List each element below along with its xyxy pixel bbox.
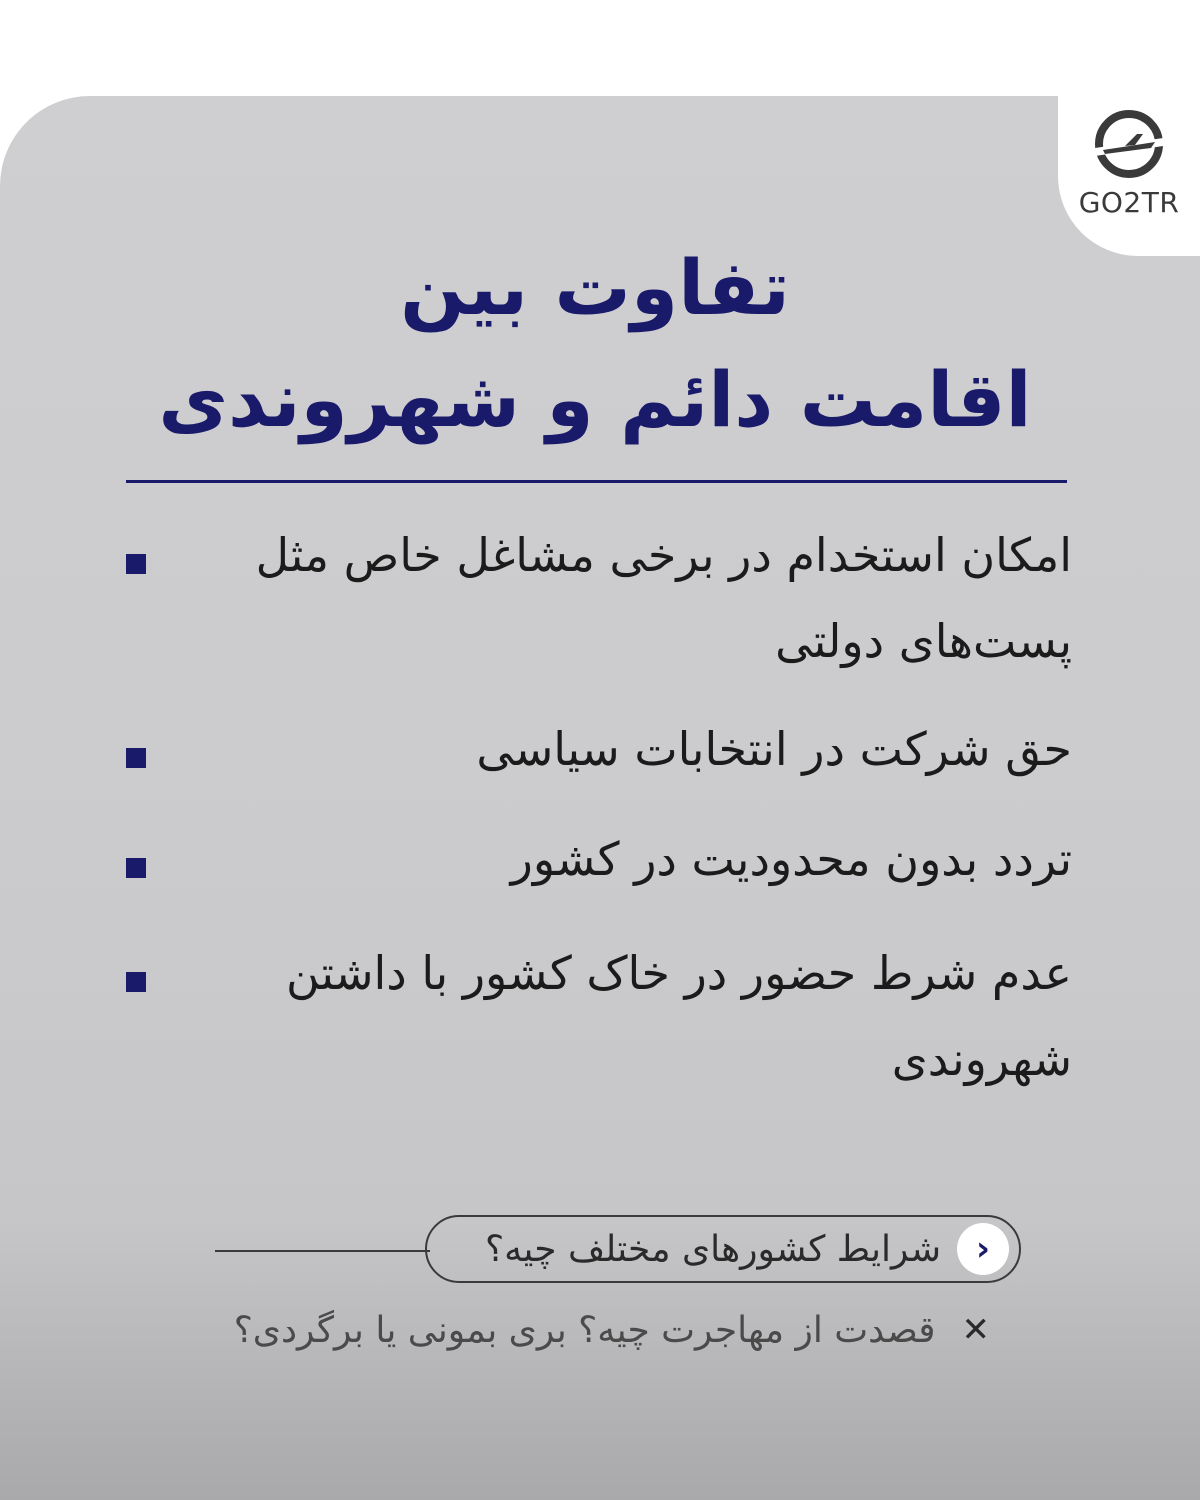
page-title-line2: اقامت دائم و شهروندی bbox=[158, 355, 1032, 444]
list-item-text: امکان استخدام در برخی مشاغل خاص مثل پست‌های دولتی bbox=[255, 528, 1072, 668]
brand-name: GO2TR bbox=[1078, 186, 1180, 219]
square-bullet-icon bbox=[126, 748, 146, 768]
list-item bbox=[126, 512, 1072, 684]
square-bullet-icon bbox=[126, 972, 146, 992]
list-item-text: تردد بدون محدودیت در کشور bbox=[510, 832, 1072, 886]
list-item bbox=[126, 706, 1072, 792]
list-item bbox=[126, 816, 1072, 902]
list-item-text: حق شرکت در انتخابات سیاسی bbox=[476, 722, 1072, 776]
square-bullet-icon bbox=[126, 554, 146, 574]
square-bullet-icon bbox=[126, 858, 146, 878]
list-item-text: عدم شرط حضور در خاک کشور با داشتن شهروندی bbox=[286, 946, 1072, 1086]
dismiss-option-label: قصدت از مهاجرت چیه؟ بری بمونی یا برگردی؟ bbox=[233, 1309, 936, 1351]
next-topic-label: شرایط کشورهای مختلف چیه؟ bbox=[484, 1228, 941, 1270]
list-item bbox=[126, 930, 1072, 1102]
title-divider bbox=[126, 480, 1067, 483]
nav-connector-line bbox=[215, 1250, 430, 1252]
plane-circle-icon bbox=[1089, 104, 1169, 184]
chevron-right-icon[interactable]: › bbox=[957, 1223, 1009, 1275]
page-title-line1: تفاوت بین bbox=[400, 243, 790, 332]
next-topic-button[interactable] bbox=[425, 1215, 1021, 1283]
dismiss-option[interactable] bbox=[210, 1300, 990, 1360]
close-icon[interactable]: ✕ bbox=[961, 1310, 990, 1350]
